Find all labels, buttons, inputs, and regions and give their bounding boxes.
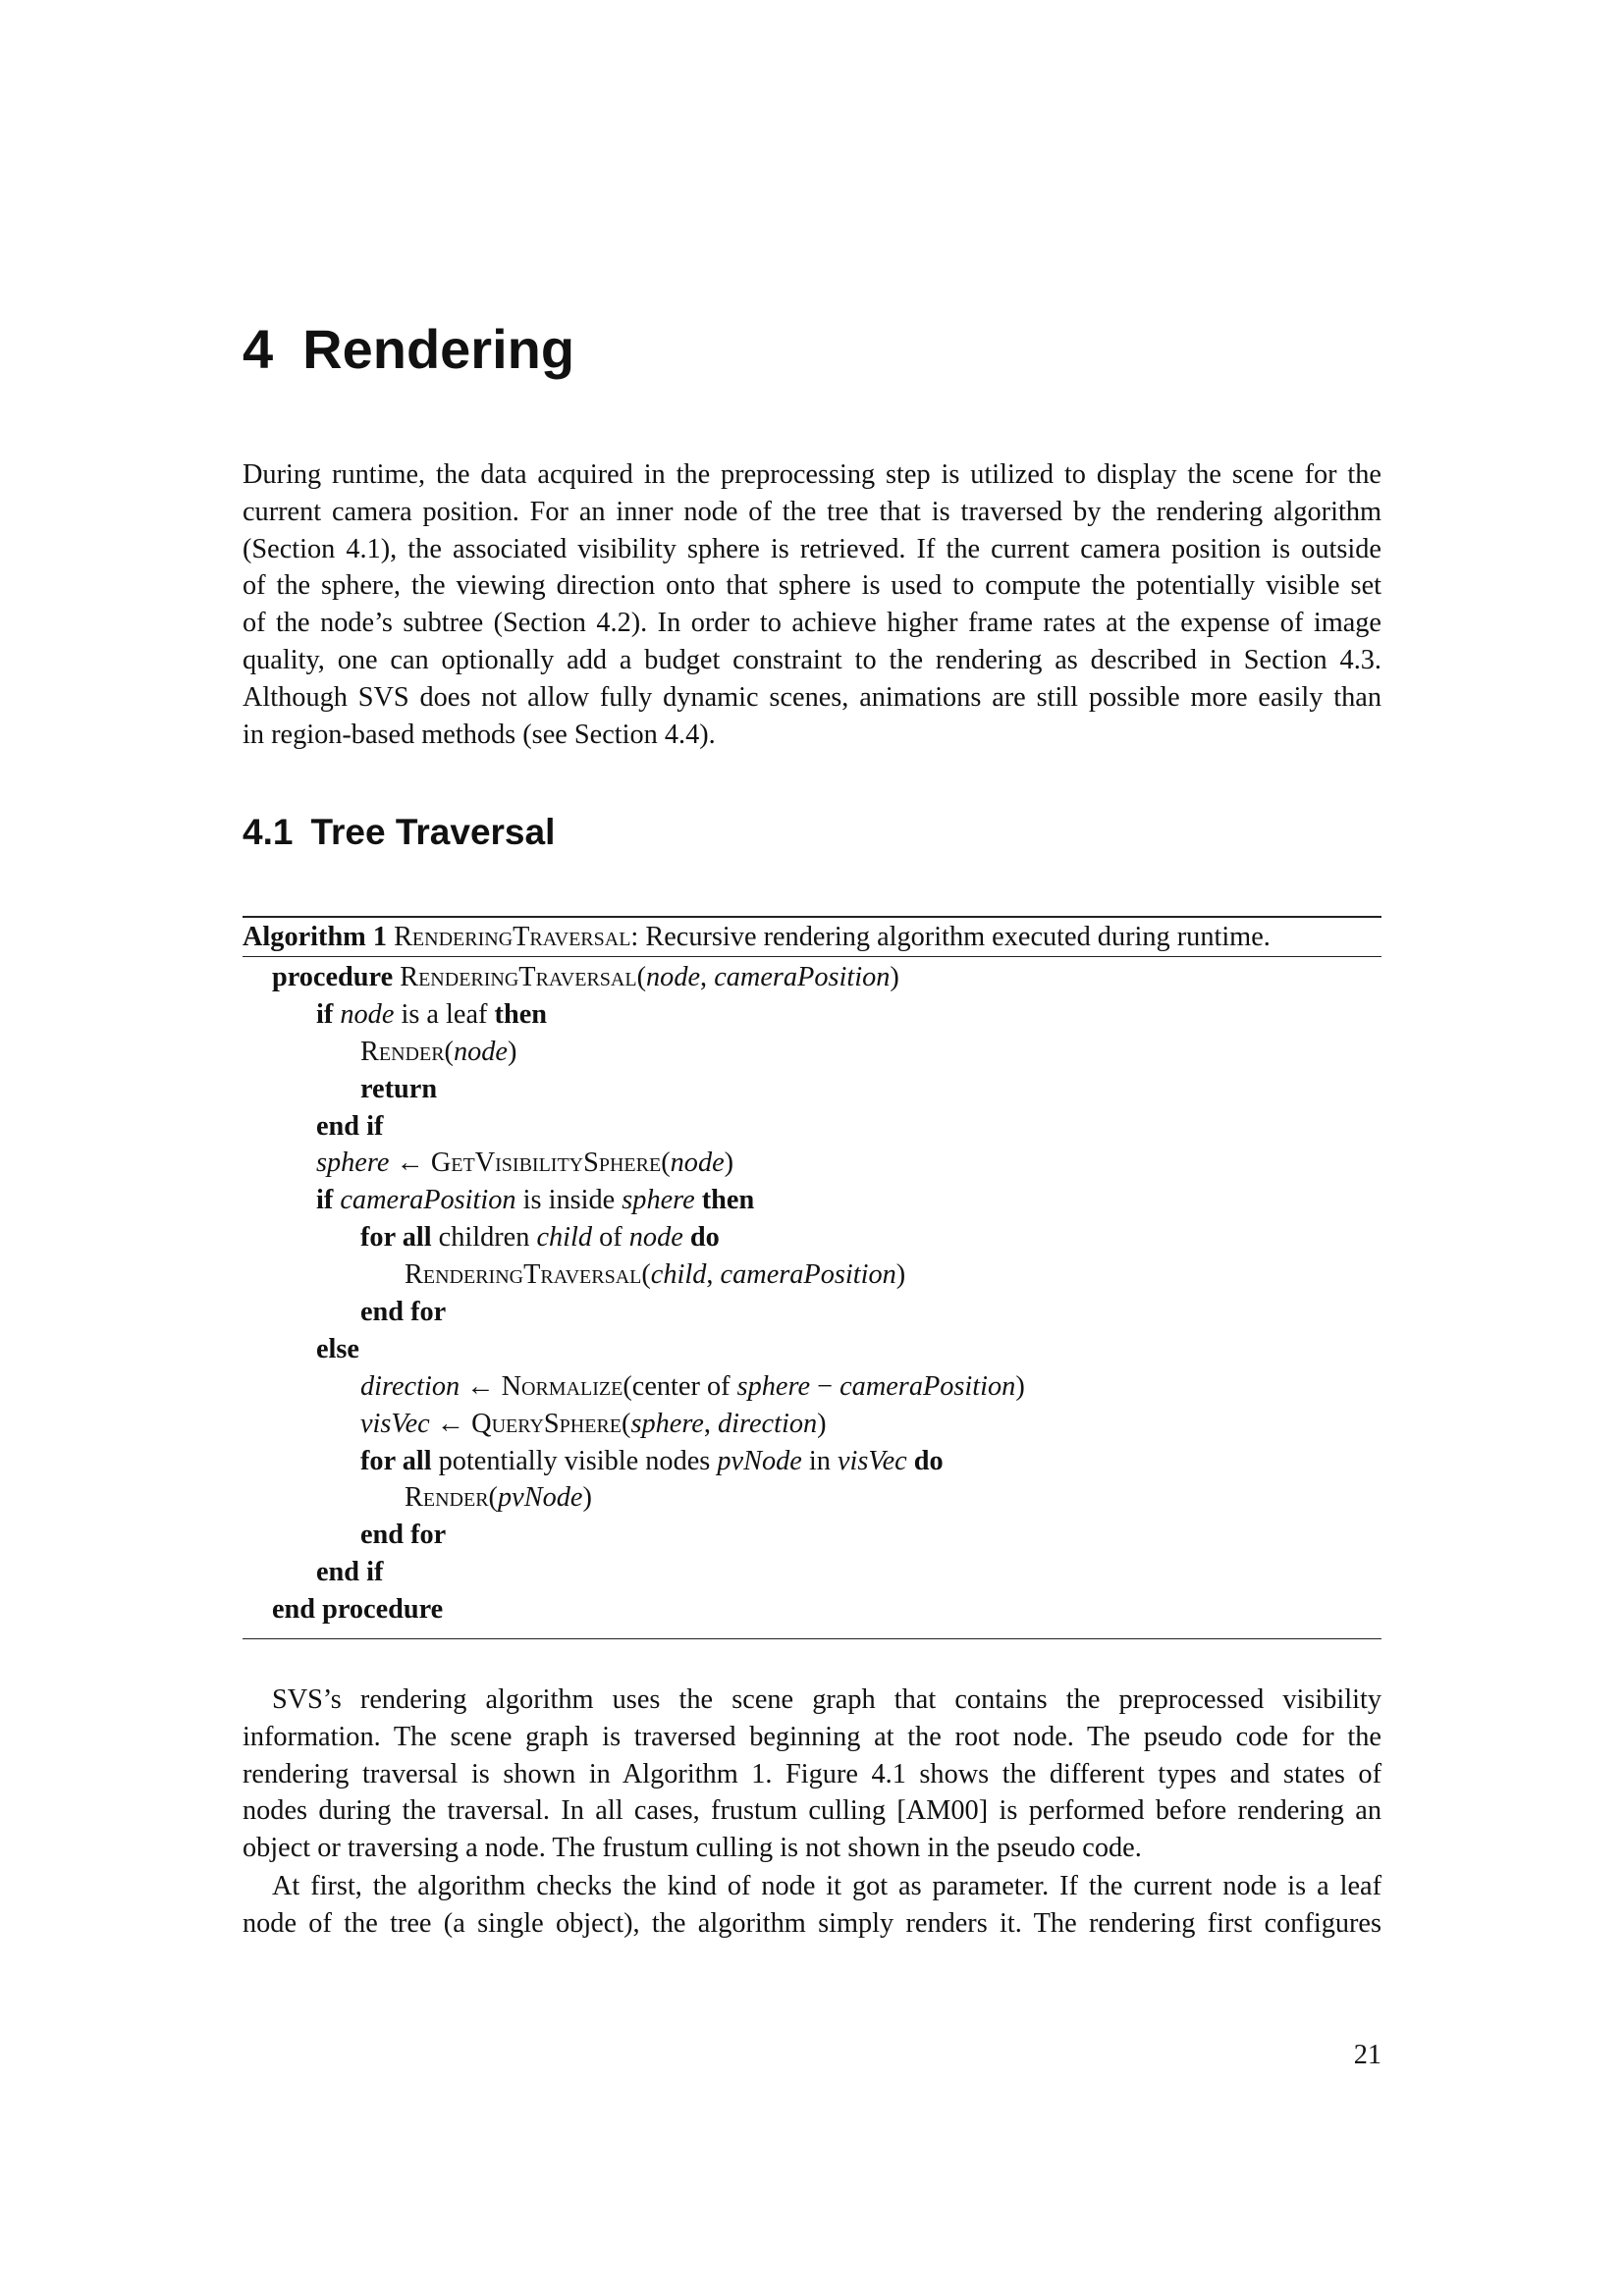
text-line: At first, the algorithm checks the kind of node it got as parameter. If the current node is a leaf (272, 1871, 1381, 1901)
text-line: object or traversing a node. The frustum culling is not shown in the pseudo code. (243, 1833, 1142, 1864)
text-line: SVS’s rendering algorithm uses the scene graph that contains the preprocessed visibility (272, 1684, 1381, 1715)
code-line: for all potentially visible nodes pvNode in visVec do (360, 1445, 944, 1476)
code-line: direction ← Normalize(center of sphere − cameraPosition) (360, 1370, 1025, 1402)
code-line: Render(pvNode) (405, 1482, 592, 1514)
code-line: for all children child of node do (360, 1222, 720, 1254)
body-paragraph (243, 1868, 1381, 1943)
text-line: current camera position. For an inner node of the tree that is traversed by the rendering algorithm (243, 496, 1381, 527)
code-line: Render(node) (360, 1036, 517, 1067)
code-line: if cameraPosition is inside sphere then (316, 1185, 755, 1216)
text-line: During runtime, the data acquired in the preprocessing step is utilized to display the scene for the (243, 459, 1381, 490)
algorithm-bottom-rule (243, 1638, 1381, 1639)
code-line: end procedure (272, 1594, 444, 1626)
code-line: end if (316, 1557, 384, 1588)
text-line: Although SVS does not allow fully dynamic scenes, animations are still possible more easily than (243, 681, 1381, 713)
algorithm-description: : Recursive rendering algorithm executed during runtime. (630, 922, 1271, 952)
section-number: 4.1 (243, 812, 294, 852)
code-line: end for (360, 1297, 447, 1328)
code-line: return (360, 1073, 438, 1104)
text-line: quality, one can optionally add a budget constraint to the rendering as described in Section 4.3. (243, 644, 1381, 675)
algorithm-code (243, 957, 1381, 1629)
code-line: RenderingTraversal(child, cameraPosition) (405, 1259, 906, 1291)
algorithm-label: Algorithm 1 (243, 922, 387, 952)
text-line: nodes during the traversal. In all cases, frustum culling [AM00] is performed before rendering an (243, 1795, 1381, 1827)
text-line: information. The scene graph is traversed beginning at the root node. The pseudo code for the (243, 1721, 1381, 1752)
chapter-title: Rendering (302, 318, 575, 380)
intro-paragraph (243, 456, 1381, 753)
text-line: node of the tree (a single object), the algorithm simply renders it. The rendering first configures (243, 1907, 1381, 1939)
chapter-number: 4 (243, 318, 274, 380)
text-line: of the sphere, the viewing direction onto that sphere is used to compute the potentially visible set (243, 570, 1381, 602)
text-line: rendering traversal is shown in Algorithm 1. Figure 4.1 shows the different types and states of (243, 1758, 1381, 1789)
code-line: procedure RenderingTraversal(node, cameraPosition) (272, 962, 899, 992)
section-title: Tree Traversal (310, 812, 556, 852)
code-line: end for (360, 1520, 447, 1551)
code-line: else (316, 1333, 359, 1364)
code-line: visVec ← QuerySphere(sphere, direction) (360, 1408, 827, 1439)
text-line: of the node’s subtree (Section 4.2). In order to achieve higher frame rates at the expense of image (243, 608, 1381, 639)
algorithm-name: RenderingTraversal (394, 922, 631, 952)
algorithm-caption (243, 918, 1381, 956)
code-line: sphere ← GetVisibilitySphere(node) (316, 1148, 734, 1179)
algorithm-box (243, 916, 1381, 1639)
chapter-heading (243, 318, 575, 380)
page-number: 21 (1353, 2040, 1381, 2070)
code-line: if node is a leaf then (316, 998, 547, 1030)
text-line: (Section 4.1), the associated visibility sphere is retrieved. If the current camera position is outside (243, 533, 1381, 564)
code-line: end if (316, 1110, 384, 1142)
text-line: in region-based methods (see Section 4.4). (243, 719, 716, 750)
section-heading (243, 814, 555, 850)
body-paragraph (243, 1682, 1381, 1867)
